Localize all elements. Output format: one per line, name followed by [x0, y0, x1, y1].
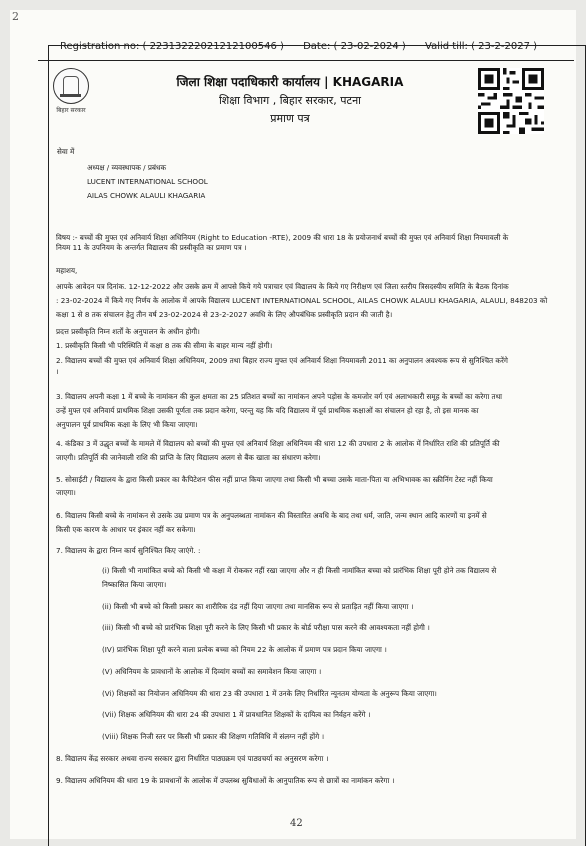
recipient-school: LUCENT INTERNATIONAL SCHOOL: [87, 177, 208, 186]
qr-code-icon: [478, 68, 544, 134]
office-name: जिला शिक्षा पदाधिकारी कार्यालय | KHAGARIA: [176, 75, 404, 89]
clause-i-line-2: निष्कासित किया जाएगा।: [102, 580, 167, 589]
salutation: महाशय,: [56, 266, 78, 275]
clause-vi: (Vi) शिक्षकों का नियोजन अधिनियम की धारा 23 की उपधारा 1 में उनके लिए निर्धारित न्यूनतम योग्यता के अनुरूप किया जाएगा।: [102, 689, 437, 698]
registration-number: Registration no: ( 22313222021212100546 ): [60, 41, 284, 52]
clause-iv: (IV) प्रारंभिक शिक्षा पूरी करने वाला प्रत्येक बच्चा को नियम 22 के आलोक में प्रमाण पत्र प्रदान किया जाएगा ।: [102, 645, 387, 654]
subject-line-1: विषय :- बच्चों की मुफ्त एवं अनिवार्य शिक्षा अधिनियम (Right to Education -RTE), 2009 की धारा 18 के प्रयोजनार्थ बच्चों की मुफ्त एवं अनिवार्य शिक्षा नियमावली के: [56, 233, 509, 242]
condition-2-line-2: ।: [56, 367, 59, 376]
condition-5-line-2: जाएगा।: [56, 488, 76, 497]
condition-4-line-1: 4. कंडिका 3 में उद्धृत बच्चों के मामले में विद्यालय को बच्चों की मुफ्त एवं अनिवार्य शिक्षा अधिनियम की धारा 12 की उपधारा 2 के आलोक में निर्धारित राशि की प्रतिपूर्ति की: [56, 439, 500, 448]
clause-ii: (ii) किसी भी बच्चे को किसी प्रकार का शारीरिक दंड नहीं दिया जाएगा तथा मानसिक रूप से प्रताड़ित नहीं किया जाएगा ।: [102, 602, 414, 611]
condition-2-line-1: 2. विद्यालय बच्चों की मुफ्त एवं अनिवार्य शिक्षा अधिनियम, 2009 तथा बिहार राज्य मुफ्त एवं अनिवार्य शिक्षा नियमावली 2011 का अनुपालन अवश्यक रूप से सुनिश्चित करेंगे: [56, 356, 508, 365]
emblem-icon: [53, 68, 89, 104]
condition-7-heading: 7. विद्यालय के द्वारा निम्न कार्य सुनिश्चित किए जाएंगे. :: [56, 546, 201, 555]
paragraph-1-line-1: आपके आवेदन पत्र दिनांक. 12-12-2022 और उसके क्रम में आपसे किये गये पत्राचार एवं विद्यालय के किये गए निरीक्षण एवं जिला स्तरीय त्रिसदस्यीय समिति के बैठक दिनांक: [56, 282, 509, 291]
clause-v: (V) अधिनियम के प्रावधानों के आलोक में दिव्यांग बच्चों का समावेशन किया जाएगा ।: [102, 667, 322, 676]
condition-8: 8. विद्यालय केंद्र सरकार अथवा राज्य सरकार द्वारा निर्धारित पाठ्यक्रम एवं पाठ्यचर्या का अनुसरण करेगा ।: [56, 754, 329, 763]
clause-viii: (Viii) शिक्षक निजी स्तर पर किसी भी प्रकार की शिक्षण गतिविधि में संलग्न नहीं होंगे ।: [102, 732, 325, 741]
issue-date: Date: ( 23-02-2024 ): [303, 41, 406, 52]
paragraph-1-line-2: : 23-02-2024 में किये गए निर्णय के आलोक में आपके विद्यालय LUCENT INTERNATIONAL SCHOOL, AILAS CHOWK ALAULI KHAGARIA, ALAULI, 848203 को: [56, 296, 548, 305]
condition-6-line-2: किसी एक कारण के आधार पर इंकार नहीं कर सकेगा।: [56, 525, 196, 534]
recipient-designation: अध्यक्ष / व्यवस्थापक / प्रबंधक: [87, 163, 166, 172]
condition-6-line-1: 6. विद्यालय किसी बच्चे के नामांकन से उसके उम्र प्रमाण पत्र के अनुपलब्धता नामांकन की विस्तारित अवधि के बाद तथा धर्म, जाति, जन्म स्थान आदि कारणों या इनमें से: [56, 511, 487, 520]
conditions-intro: प्रदत्त प्रस्वीकृति निम्न शर्तों के अनुपालन के अधीन होगी।: [56, 327, 200, 336]
clause-vii: (Vii) शिक्षक अधिनियम की धारा 24 की उपधारा 1 में प्रावधानित शिक्षकों के दायित्व का निर्वहन करेंगे ।: [102, 710, 371, 719]
document-type: प्रमाण पत्र: [270, 112, 310, 125]
header-rule: [38, 60, 574, 61]
corner-mark: 2: [12, 10, 19, 23]
condition-3-line-3: अनुपालन पूर्व प्राथमिक कक्षा के लिए भी किया जाएगा।: [56, 420, 198, 429]
registration-line: [60, 41, 553, 52]
bihar-emblem-logo: [52, 68, 90, 114]
office-header: [120, 73, 460, 126]
paragraph-1-line-3: कक्षा 1 से 8 तक संचालन हेतु तीन वर्ष 23-02-2024 से 23-2-2027 अवधि के लिए औपबंधिक प्रस्वीकृति प्रदान की जाती है।: [56, 310, 393, 319]
emblem-caption: बिहार सरकार: [56, 107, 86, 114]
condition-9: 9. विद्यालय अधिनियम की धारा 19 के प्रावधानों के आलोक में उपलब्ध सुविधाओं के आनुपातिक रूप से छात्रों का नामांकन करेगा ।: [56, 776, 395, 785]
valid-till: Valid till: ( 23-2-2027 ): [425, 41, 538, 52]
condition-5-line-1: 5. सोसाईटी / विद्यालय के द्वारा किसी प्रकार का कैपिटेशन फीस नहीं प्राप्त किया जाएगा तथा किसी भी बच्चा उसके माता-पिता या अभिभावक का स्क्रीनिंग टेस्ट नहीं किया: [56, 475, 493, 484]
clause-iii: (iii) किसी भी बच्चे को प्रारंभिक शिक्षा पूरी करने के लिए किसी भी प्रकार के बोर्ड परीक्षा पास करने की आवश्यकता नहीं होगी ।: [102, 623, 430, 632]
condition-4-line-2: जाएगी। प्रतिपूर्ति की जानेवाली राशि की प्राप्ति के लिए विद्यालय अलग से बैंक खाता का संधारण करेगा।: [56, 453, 321, 462]
condition-3-line-2: उन्हें मुफ्त एवं अनिवार्य प्राथमिक शिक्षा उसकी पूर्णता तक प्रदान करेगा, परन्तु यह कि यदि विद्यालय में पूर्व प्राथमिक कक्षाओं का संचालन हो रहा है, तो इस मानक का: [56, 406, 479, 415]
condition-1: 1. प्रस्वीकृति किसी भी परिस्थिति में कक्षा 8 तक की सीमा के बाहर मान्य नहीं होगी।: [56, 341, 273, 350]
recipient-address: AILAS CHOWK ALAULI KHAGARIA: [87, 191, 206, 200]
department-name: शिक्षा विभाग , बिहार सरकार, पटना: [218, 94, 362, 107]
clause-i-line-1: (i) किसी भी नामांकित बच्चे को किसी भी कक्षा में रोककर नहीं रखा जाएगा और न ही किसी नामांकित बच्चा को प्रारंभिक शिक्षा पूरी होने तक विद्यालय से: [102, 566, 497, 575]
signature-mark: 42: [290, 818, 303, 829]
subject-line-2: नियम 11 के उपनियम के अन्तर्गत विद्यालय की प्रस्वीकृति का प्रमाण पत्र ।: [56, 243, 247, 252]
condition-3-line-1: 3. विद्यालय अपनी कक्षा 1 में बच्चे के नामांकन की कुल क्षमता का 25 प्रतिशत बच्चों का नामांकन अपने पड़ोस के कमजोर वर्ग एवं अलाभकारी समूह के बच्चों का करेगा तथा: [56, 392, 503, 401]
salutation-to: सेवा में: [57, 147, 75, 156]
